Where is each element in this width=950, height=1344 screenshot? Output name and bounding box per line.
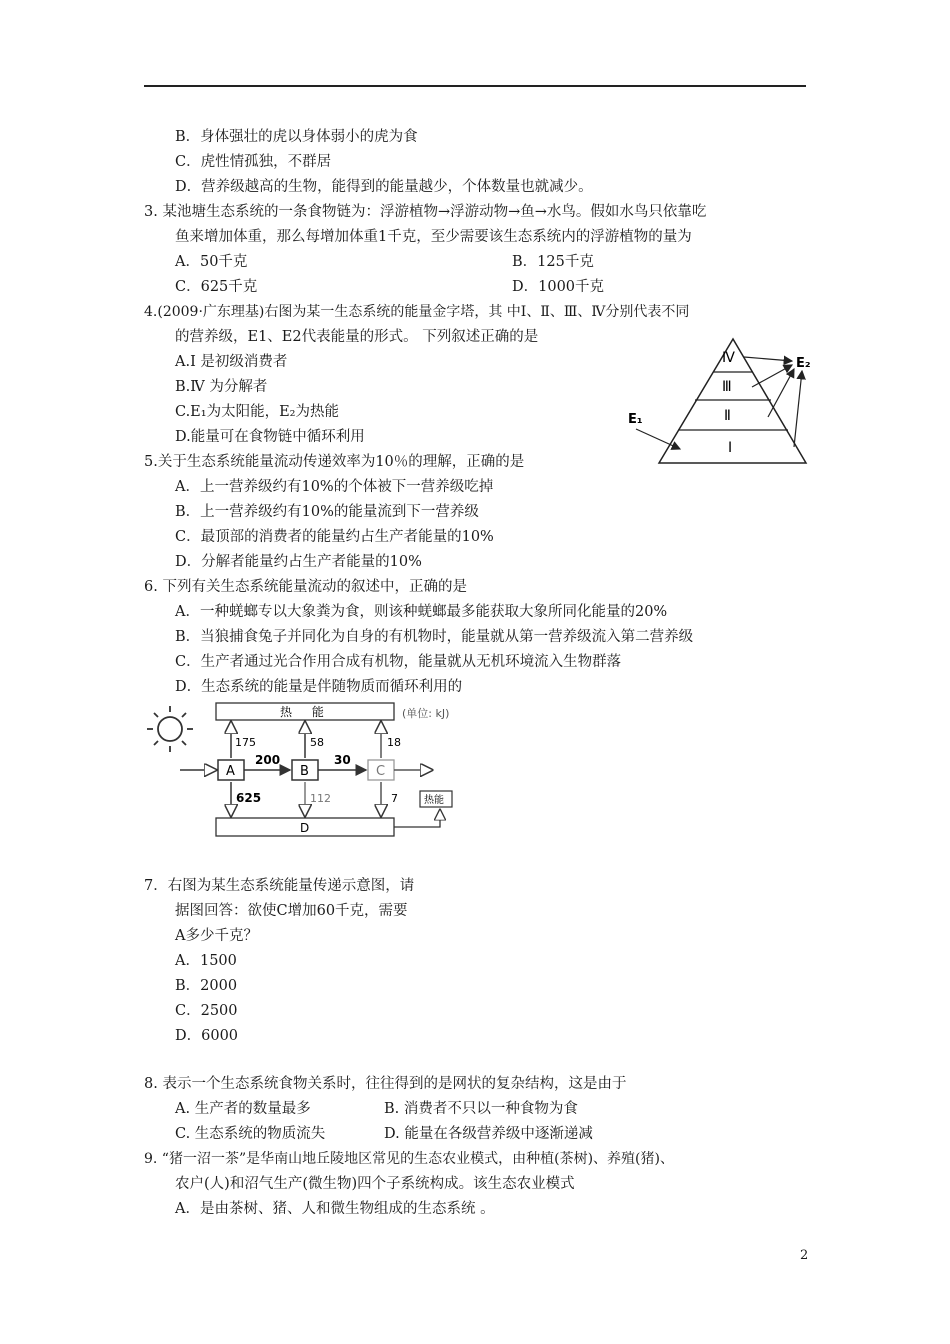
q2-option-c: C．虎性情孤独，不群居 <box>175 154 332 170</box>
q6-option-b: B．当狼捕食兔子并同化为自身的有机物时，能量就从第一营养级流入第二营养级 <box>175 629 694 645</box>
pyramid-e1-label: E₁ <box>628 412 643 427</box>
q3-option-c: C．625千克 <box>175 279 258 295</box>
pyramid-level-3: Ⅲ <box>722 379 732 395</box>
flow-58: 58 <box>310 736 324 749</box>
q5-option-c: C．最顶部的消费者的能量约占生产者能量的10% <box>175 529 494 545</box>
energy-pyramid-figure <box>622 335 822 467</box>
q7-option-a: A．1500 <box>175 953 237 969</box>
flow-112: 112 <box>310 792 331 805</box>
header-rule <box>144 85 806 87</box>
q7-stem-3: A多少千克？ <box>175 928 258 944</box>
box-b-label: B <box>300 764 309 779</box>
q7-stem-2: 据图回答：欲使C增加60千克，需要 <box>175 903 408 919</box>
q6-stem: 6. 下列有关生态系统能量流动的叙述中，正确的是 <box>144 579 467 595</box>
q3-stem-2: 鱼来增加体重，那么每增加体重1千克，至少需要该生态系统内的浮游植物的量为 <box>175 229 692 245</box>
q8-option-d: D. 能量在各级营养级中逐渐递减 <box>384 1126 593 1142</box>
box-c-label: C <box>376 764 386 779</box>
q7-option-b: B．2000 <box>175 978 238 994</box>
q4-option-c: C.E₁为太阳能，E₂为热能 <box>175 404 339 420</box>
q5-option-d: D．分解者能量约占生产者能量的10% <box>175 554 422 570</box>
q8-option-c: C. 生态系统的物质流失 <box>175 1126 326 1142</box>
q3-option-a: A．50千克 <box>175 254 248 270</box>
q5-option-b: B．上一营养级约有10%的能量流到下一营养级 <box>175 504 479 520</box>
heat-bar-label: 热 能 <box>280 705 332 719</box>
flow-30: 30 <box>334 753 351 767</box>
q3-stem-1: 3. 某池塘生态系统的一条食物链为：浮游植物→浮游动物→鱼→水鸟。假如水鸟只依靠吃 <box>144 204 707 220</box>
q5-stem: 5.关于生态系统能量流动传递效率为10％的理解，正确的是 <box>144 454 525 470</box>
flow-200: 200 <box>255 753 281 767</box>
q6-option-d: D．生态系统的能量是伴随物质而循环利用的 <box>175 679 463 695</box>
flow-18: 18 <box>387 736 401 749</box>
flow-175: 175 <box>235 736 256 749</box>
q3-option-d: D．1000千克 <box>512 279 605 295</box>
q7-option-c: C．2500 <box>175 1003 238 1019</box>
q2-option-d: D．营养级越高的生物，能得到的能量越少，个体数量也就减少。 <box>175 179 593 195</box>
q3-option-b: B．125千克 <box>512 254 594 270</box>
heat-small-label: 热能 <box>424 795 444 806</box>
q9-stem-1: 9. “猪一沼一茶”是华南山地丘陵地区常见的生态农业模式，由种植(茶树)、养殖(猪)、 <box>144 1151 674 1167</box>
pyramid-level-2: Ⅱ <box>724 408 731 424</box>
q4-stem-2: 的营养级，E1、E2代表能量的形式。 下列叙述正确的是 <box>175 329 539 345</box>
q5-option-a: A．上一营养级约有10%的个体被下一营养级吃掉 <box>175 479 494 495</box>
q7-stem-1: 7．右图为某生态系统能量传递示意图，请 <box>144 878 415 894</box>
q9-stem-2: 农户(人)和沼气生产(微生物)四个子系统构成。该生态农业模式 <box>175 1176 575 1192</box>
q4-option-b: B.Ⅳ 为分解者 <box>175 379 268 395</box>
q8-stem: 8. 表示一个生态系统食物关系时，往往得到的是网状的复杂结构，这是由于 <box>144 1076 627 1092</box>
pyramid-level-4: Ⅳ <box>722 350 735 366</box>
iv-to-e2-arrow <box>744 357 792 361</box>
q8-option-a: A. 生产者的数量最多 <box>175 1101 311 1117</box>
q4-option-a: A.Ⅰ 是初级消费者 <box>175 354 288 370</box>
page-number: 2 <box>800 1248 809 1263</box>
sun-icon <box>147 706 193 752</box>
pyramid-e2-label: E₂ <box>796 356 811 371</box>
q9-option-a: A．是由茶树、猪、人和微生物组成的生态系统 。 <box>175 1201 495 1217</box>
q4-option-d: D.能量可在食物链中循环利用 <box>175 429 365 445</box>
pyramid-level-1: Ⅰ <box>728 440 733 456</box>
box-a-label: A <box>226 764 235 779</box>
q4-stem-1: 4.(2009·广东理基)右图为某一生态系统的能量金字塔，其 中Ⅰ、Ⅱ、Ⅲ、Ⅳ分别代表不同 <box>144 304 690 320</box>
q7-option-d: D．6000 <box>175 1028 239 1044</box>
q2-option-b: B．身体强壮的虎以身体弱小的虎为食 <box>175 129 418 145</box>
i-to-e2-arrow <box>794 371 802 447</box>
q6-option-c: C．生产者通过光合作用合成有机物，能量就从无机环境流入生物群落 <box>175 654 622 670</box>
unit-label: (单位: kJ) <box>402 707 450 720</box>
q8-option-b: B. 消费者不只以一种食物为食 <box>384 1101 578 1117</box>
q6-option-a: A．一种蜣螂专以大象粪为食，则该种蜣螂最多能获取大象所同化能量的20% <box>175 604 668 620</box>
flow-7: 7 <box>391 792 398 805</box>
energy-flow-figure <box>140 698 520 843</box>
flow-625: 625 <box>236 791 262 805</box>
decomposer-label: D <box>300 821 310 835</box>
